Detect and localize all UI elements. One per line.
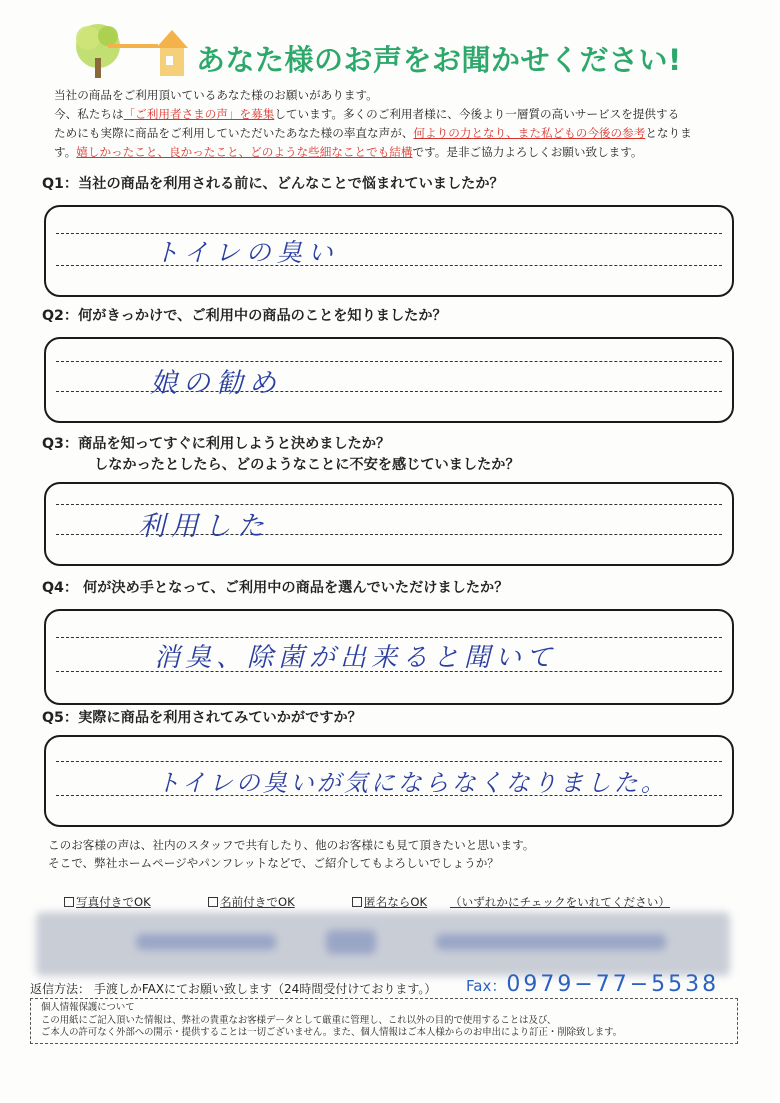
- checkbox-note: （いずれかにチェックをいれてください）: [450, 895, 670, 909]
- closing-line-2: そこで、弊社ホームページやパンフレットなどで、ご紹介してもよろしいでしょうか？: [48, 856, 499, 870]
- intro-line-1: 当社の商品をご利用頂いているあなた様のお願いがあります。: [54, 88, 378, 102]
- answer-box-1[interactable]: [44, 205, 734, 297]
- checkbox-square-icon: [64, 897, 74, 907]
- redacted-personal-info: [36, 912, 730, 976]
- answer-1-handwriting: トイレの臭い: [154, 238, 339, 267]
- answer-2-handwriting: 娘の勧め: [150, 368, 282, 399]
- privacy-line-2: ご本人の許可なく外部への開示・提供することは一切ございません。また、個人情報はご本人様からのお申出により訂正・削除致します。: [41, 1027, 623, 1039]
- intro-line-2: 今、私たちは「ご利用者さまの声」を募集しています。多くのご利用者様に、今後より一層質の高いサービスを提供する: [54, 107, 680, 121]
- intro-line-3: ためにも実際に商品をご利用していただいたあなた様の率直な声が、何よりの力となり、また私どもの今後の参考となりま: [54, 126, 692, 140]
- answer-box-5[interactable]: [44, 735, 734, 827]
- page-title: あなた様のお声をお聞かせください!: [196, 43, 682, 77]
- question-2-label: Q2：何がきっかけで、ご利用中の商品のことを知りましたか？: [42, 308, 447, 324]
- privacy-line-1: この用紙にご記入頂いた情報は、弊社の貴重なお客様データとして厳重に管理し、これ以外の目的で使用することは及び、: [41, 1014, 557, 1026]
- checkbox-square-icon: [352, 897, 362, 907]
- intro-text: [54, 86, 744, 162]
- return-method: 返信方法： 手渡しかFAXにてお願い致します（24時間受付けております。）: [30, 982, 437, 996]
- answer-box-2[interactable]: [44, 337, 734, 423]
- fax-number: Fax：0979−77−5538: [466, 972, 720, 997]
- privacy-notice: [30, 998, 738, 1044]
- answer-5-handwriting: トイレの臭いが気にならなくなりました。: [156, 769, 668, 797]
- privacy-heading: 個人情報保護について: [41, 1002, 135, 1013]
- question-3-label: Q3：商品を知ってすぐに利用しようと決めましたか？: [42, 436, 391, 452]
- checkbox-photo-ok[interactable]: 写真付きでOK: [64, 894, 151, 910]
- question-4-label: Q4： 何が決め手となって、ご利用中の商品を選んでいただけましたか？: [42, 580, 509, 596]
- answer-4-handwriting: 消臭、除菌が出来ると聞いて: [154, 643, 558, 673]
- question-5-label: Q5：実際に商品を利用されてみていかがですか？: [42, 710, 362, 726]
- house-tree-illustration: [68, 18, 198, 80]
- closing-text: [48, 836, 534, 872]
- checkbox-square-icon: [208, 897, 218, 907]
- answer-box-4[interactable]: [44, 609, 734, 705]
- checkbox-anonymous-ok[interactable]: 匿名ならOK: [352, 894, 427, 910]
- question-1-label: Q1：当社の商品を利用される前に、どんなことで悩まれていましたか？: [42, 176, 504, 192]
- question-3-label-line-2: しなかったとしたら、どのようなことに不安を感じていましたか？: [94, 457, 520, 473]
- intro-line-4: す。嬉しかったこと、良かったこと、どのような些細なことでも結構です。是非ご協力よろしくお願い致します。: [54, 145, 643, 159]
- answer-box-3[interactable]: [44, 482, 734, 566]
- answer-3-handwriting: 利用した: [138, 511, 270, 542]
- closing-line-1: このお客様の声は、社内のスタッフで共有したり、他のお客様にも見て頂きたいと思います。: [48, 838, 535, 852]
- checkbox-name-ok[interactable]: 名前付きでOK: [208, 894, 295, 910]
